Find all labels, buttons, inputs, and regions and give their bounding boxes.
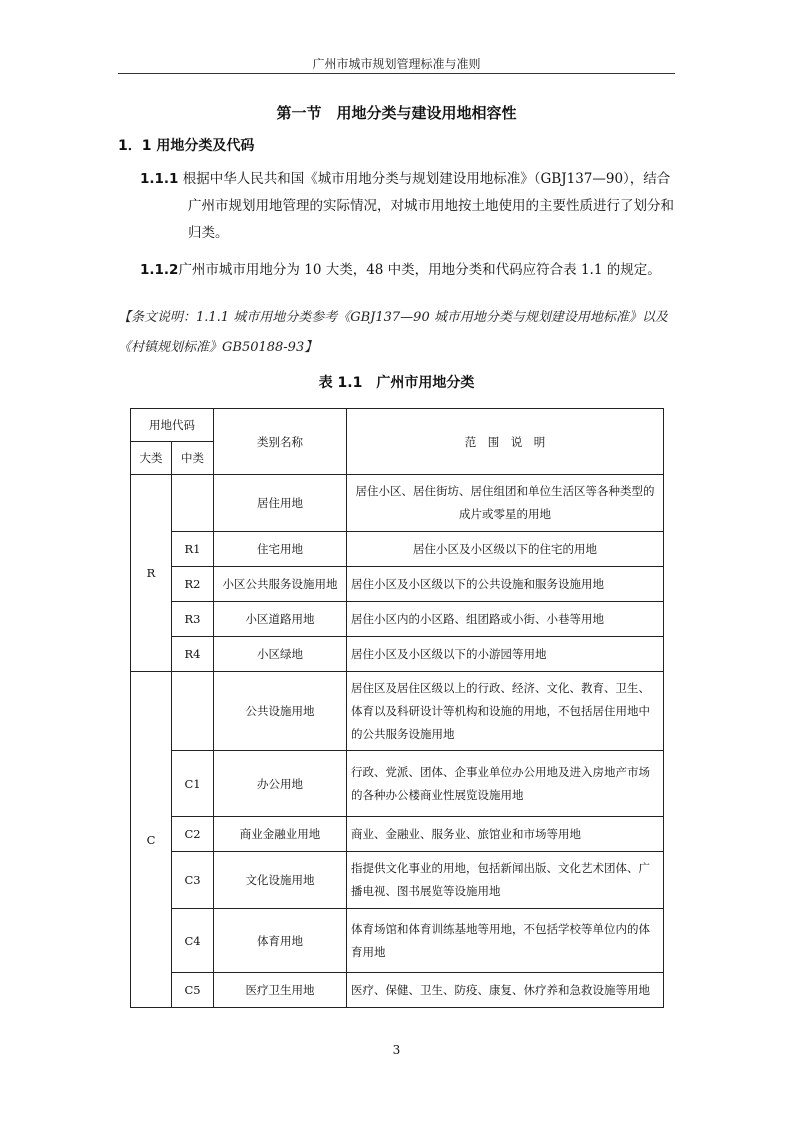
medium-code-cell: R1	[172, 532, 214, 567]
table-row	[131, 817, 664, 852]
category-name-cell: 体育用地	[214, 909, 347, 973]
header-scope: 范 围 说 明	[347, 409, 664, 475]
scope-cell: 居住小区及小区级以下的公共设施和服务设施用地	[347, 567, 664, 602]
scope-cell: 医疗、保健、卫生、防疫、康复、休疗养和急救设施等用地	[347, 973, 664, 1008]
clause-number: 1.1.1	[140, 171, 179, 187]
scope-cell: 商业、金融业、服务业、旅馆业和市场等用地	[347, 817, 664, 852]
clause-1-1-2	[140, 257, 680, 284]
medium-code-cell: C1	[172, 751, 214, 817]
table-row	[131, 602, 664, 637]
medium-code-cell: R4	[172, 637, 214, 672]
category-name-cell: 办公用地	[214, 751, 347, 817]
table-row	[131, 637, 664, 672]
header-name: 类别名称	[214, 409, 347, 475]
table-row	[131, 973, 664, 1008]
category-name-cell: 医疗卫生用地	[214, 973, 347, 1008]
medium-code-cell: C2	[172, 817, 214, 852]
table-caption: 表 1.1 广州市用地分类	[318, 375, 475, 391]
explanatory-note: 【条文说明：1.1.1 城市用地分类参考《GBJ137—90 城市用地分类与规划建设用地标准》以及《村镇规划标准》GB50188-93】	[118, 310, 668, 355]
category-name-cell: 居住用地	[214, 475, 347, 532]
scope-cell: 居住小区及小区级以下的小游园等用地	[347, 637, 664, 672]
header-medium: 中类	[172, 442, 214, 475]
clause-text: 广州市城市用地分为 10 大类，48 中类，用地分类和代码应符合表 1.1 的规定。	[178, 262, 661, 278]
category-name-cell: 小区道路用地	[214, 602, 347, 637]
medium-code-cell: C4	[172, 909, 214, 973]
table-row	[131, 852, 664, 909]
major-code-cell: R	[131, 475, 172, 672]
medium-code-cell: C5	[172, 973, 214, 1008]
table-row	[131, 567, 664, 602]
page-number: 3	[392, 1043, 401, 1057]
medium-code-cell: R2	[172, 567, 214, 602]
table-row	[131, 475, 664, 532]
section-title: 第一节 用地分类与建设用地相容性	[276, 104, 517, 122]
category-name-cell: 住宅用地	[214, 532, 347, 567]
land-use-table	[130, 408, 664, 1008]
medium-code-cell: R3	[172, 602, 214, 637]
table-row	[131, 909, 664, 973]
clause-text: 根据中华人民共和国《城市用地分类与规划建设用地标准》（GBJ137—90），结合广州市规划用地管理的实际情况，对城市用地按土地使用的主要性质进行了划分和归类。	[182, 171, 674, 241]
category-name-cell: 文化设施用地	[214, 852, 347, 909]
category-name-cell: 小区绿地	[214, 637, 347, 672]
clause-number: 1.1.2	[140, 262, 179, 278]
category-name-cell: 商业金融业用地	[214, 817, 347, 852]
subsection-title: 1．1 用地分类及代码	[118, 138, 255, 154]
scope-cell: 体育场馆和体育训练基地等用地，不包括学校等单位内的体育用地	[347, 909, 664, 973]
scope-cell: 居住区及居住区级以上的行政、经济、文化、教育、卫生、体育以及科研设计等机构和设施的用地，不包括居住用地中的公共服务设施用地	[347, 672, 664, 751]
header-major: 大类	[131, 442, 172, 475]
running-header: 广州市城市规划管理标准与准则	[312, 57, 481, 71]
medium-code-cell: C3	[172, 852, 214, 909]
medium-code-cell	[172, 475, 214, 532]
scope-cell: 居住小区内的小区路、组团路或小街、小巷等用地	[347, 602, 664, 637]
table-row	[131, 532, 664, 567]
clause-1-1-1	[140, 166, 680, 247]
scope-cell: 指提供文化事业的用地，包括新闻出版、文化艺术团体、广播电视、图书展览等设施用地	[347, 852, 664, 909]
scope-cell: 居住小区、居住街坊、居住组团和单位生活区等各种类型的成片或零星的用地	[347, 475, 664, 532]
header-divider	[118, 73, 675, 74]
medium-code-cell	[172, 672, 214, 751]
scope-cell: 居住小区及小区级以下的住宅的用地	[347, 532, 664, 567]
header-code: 用地代码	[131, 409, 214, 442]
category-name-cell: 小区公共服务设施用地	[214, 567, 347, 602]
major-code-cell: C	[131, 672, 172, 1008]
table-row	[131, 751, 664, 817]
scope-cell: 行政、党派、团体、企事业单位办公用地及进入房地产市场的各种办公楼商业性展览设施用地	[347, 751, 664, 817]
table-header-row	[131, 409, 664, 442]
table-row	[131, 672, 664, 751]
category-name-cell: 公共设施用地	[214, 672, 347, 751]
